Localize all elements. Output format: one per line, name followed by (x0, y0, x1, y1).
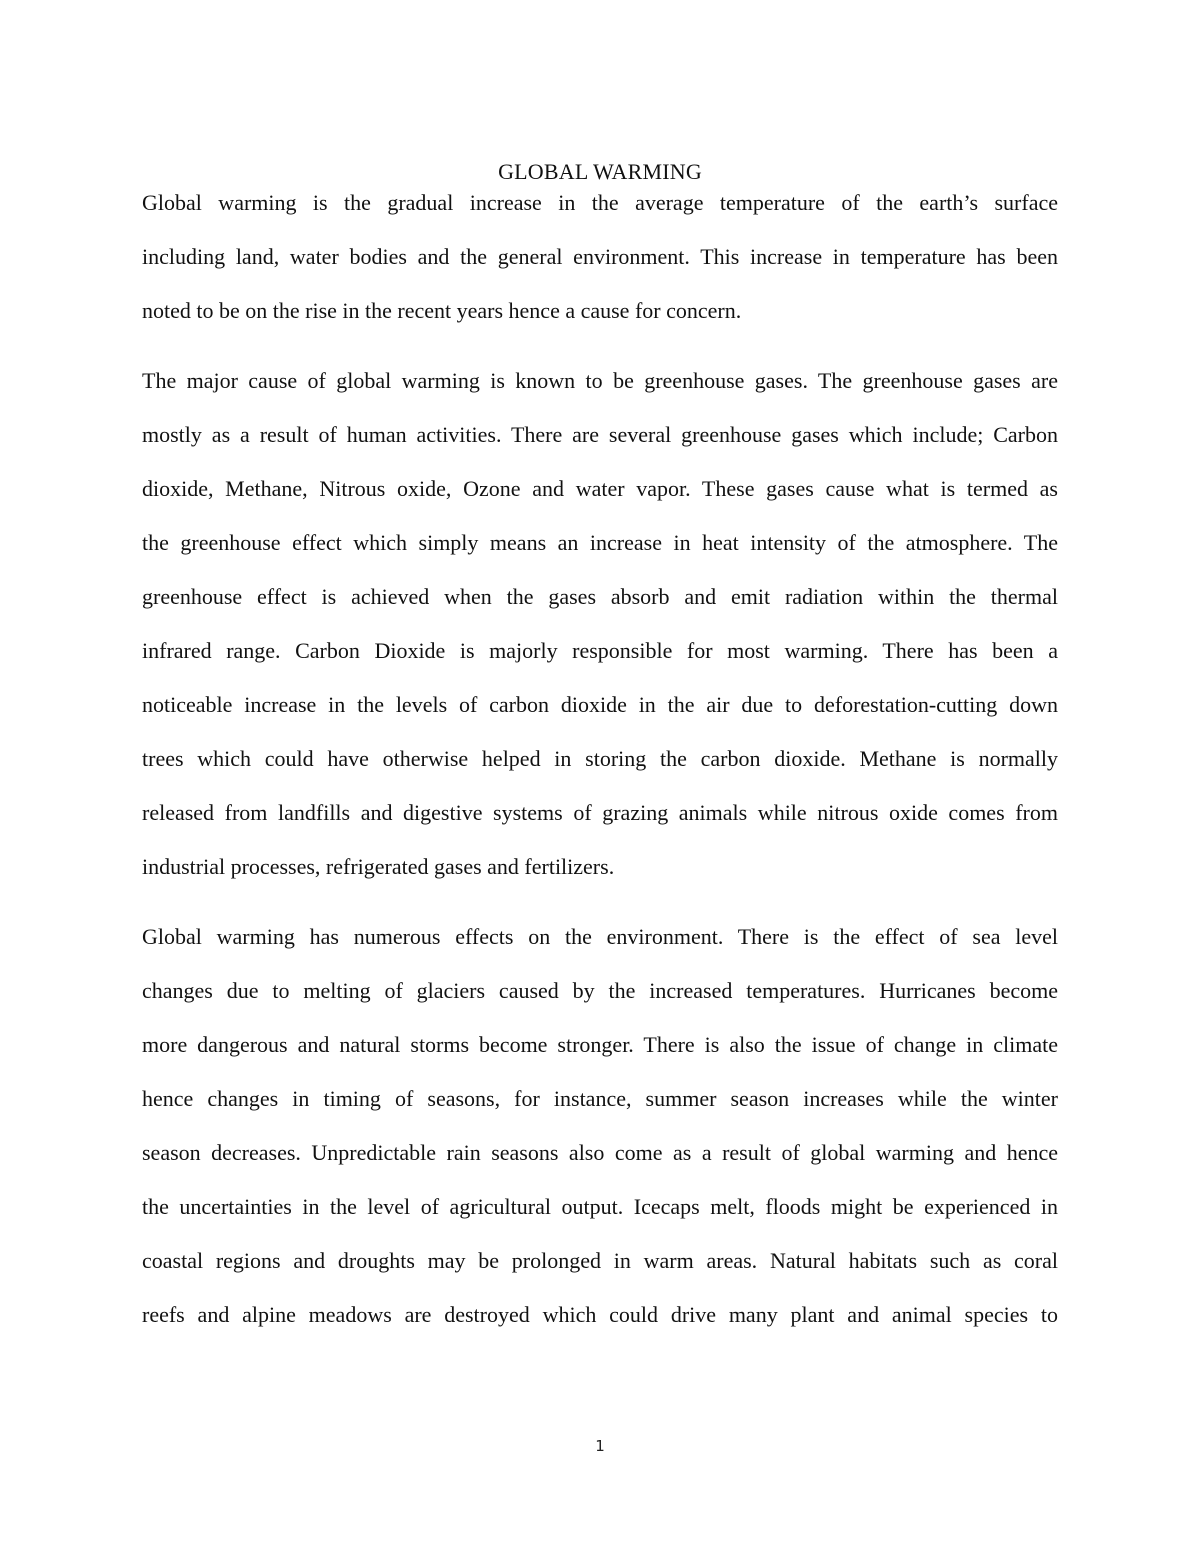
text-line: infrared range. Carbon Dioxide is majorly responsible for most warming. There has been a (142, 638, 1058, 663)
text-line: noted to be on the rise in the recent years hence a cause for concern. (142, 298, 742, 323)
paragraph-3 (142, 910, 1058, 1342)
text-line: the uncertainties in the level of agricultural output. Icecaps melt, floods might be experienced in (142, 1194, 1058, 1219)
text-line: season decreases. Unpredictable rain seasons also come as a result of global warming and hence (142, 1140, 1058, 1165)
page-number: 1 (595, 1437, 605, 1455)
text-line: Global warming has numerous effects on the environment. There is the effect of sea level (142, 924, 1058, 949)
text-line: Global warming is the gradual increase in the average temperature of the earth’s surface (142, 190, 1058, 215)
paragraph-1 (142, 176, 1058, 338)
text-line: the greenhouse effect which simply means an increase in heat intensity of the atmosphere. The (142, 530, 1058, 555)
text-line: coastal regions and droughts may be prolonged in warm areas. Natural habitats such as coral (142, 1248, 1058, 1273)
text-line: including land, water bodies and the general environment. This increase in temperature has been (142, 244, 1058, 269)
text-line: industrial processes, refrigerated gases and fertilizers. (142, 854, 615, 879)
text-line: changes due to melting of glaciers caused by the increased temperatures. Hurricanes become (142, 978, 1058, 1003)
text-line: more dangerous and natural storms become stronger. There is also the issue of change in climate (142, 1032, 1058, 1057)
text-line: dioxide, Methane, Nitrous oxide, Ozone and water vapor. These gases cause what is termed as (142, 476, 1058, 501)
text-line: reefs and alpine meadows are destroyed which could drive many plant and animal species to (142, 1302, 1058, 1327)
text-line: noticeable increase in the levels of carbon dioxide in the air due to deforestation-cutting down (142, 692, 1058, 717)
text-line: The major cause of global warming is known to be greenhouse gases. The greenhouse gases are (142, 368, 1058, 393)
paragraph-2 (142, 354, 1058, 894)
text-line: hence changes in timing of seasons, for instance, summer season increases while the winter (142, 1086, 1058, 1111)
text-line: released from landfills and digestive systems of grazing animals while nitrous oxide comes from (142, 800, 1058, 825)
text-line: trees which could have otherwise helped in storing the carbon dioxide. Methane is normally (142, 746, 1058, 771)
text-line: greenhouse effect is achieved when the gases absorb and emit radiation within the thermal (142, 584, 1058, 609)
document-title: GLOBAL WARMING (498, 159, 702, 184)
text-line: mostly as a result of human activities. There are several greenhouse gases which include; Carbon (142, 422, 1058, 447)
